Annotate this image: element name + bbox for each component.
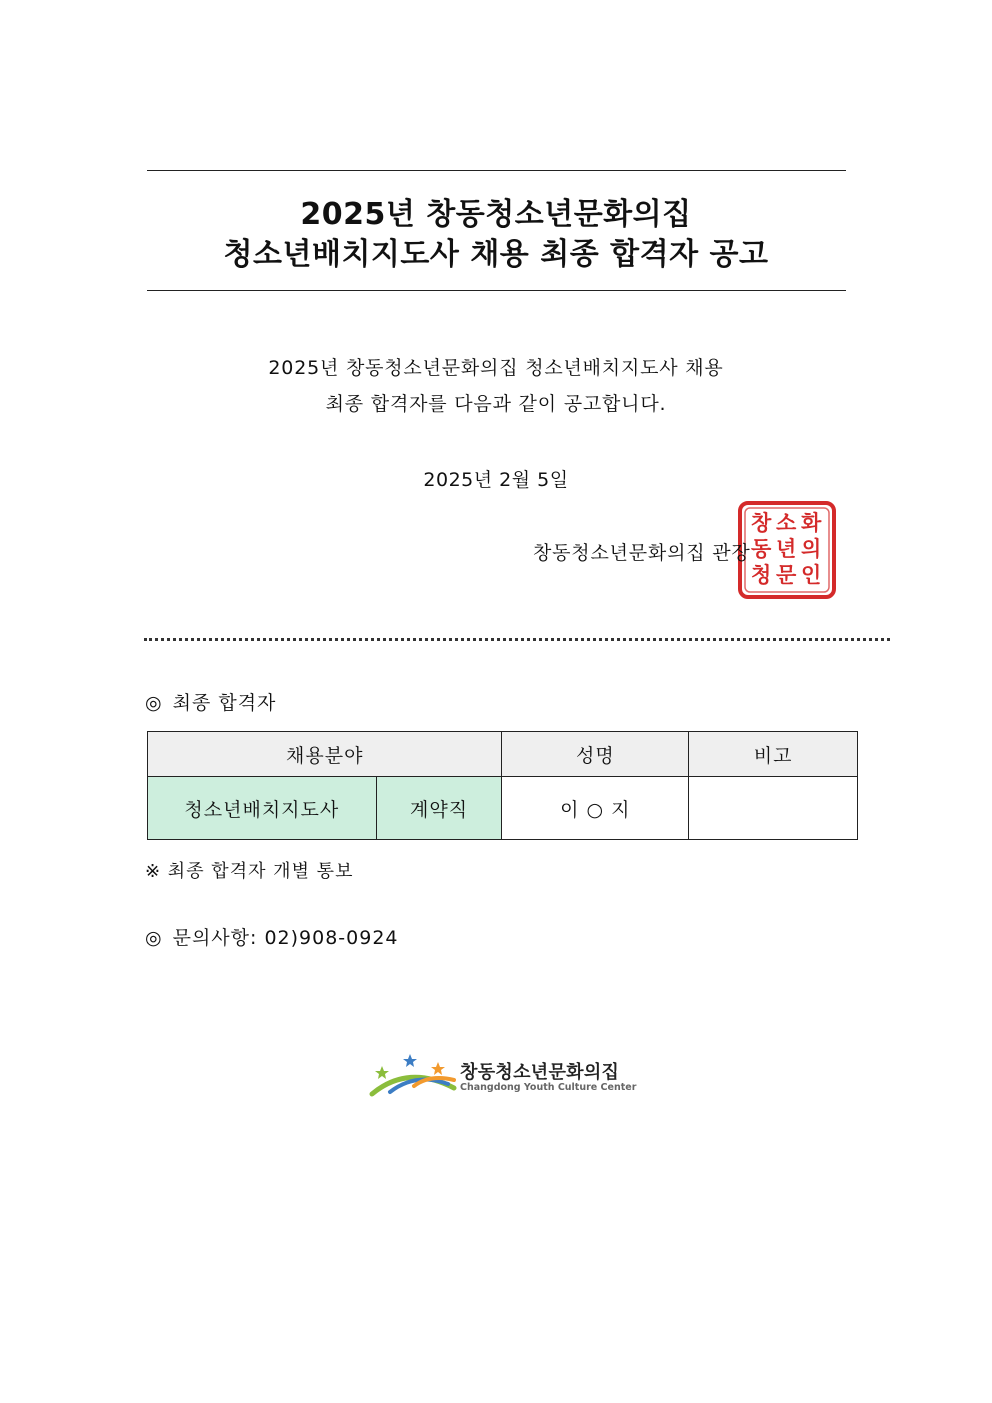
intro-line2: 최종 합격자를 다음과 같이 공고합니다.	[325, 393, 667, 415]
svg-text:년: 년	[776, 537, 797, 561]
cell-field: 청소년배치지도사	[148, 777, 377, 840]
intro-line1: 2025년 창동청소년문화의집 청소년배치지도사 채용	[268, 357, 724, 379]
svg-text:동: 동	[751, 537, 772, 561]
cell-name: 이 ○ 지	[502, 777, 689, 840]
table-row	[148, 777, 858, 840]
contact-text: 문의사항: 02)908-0924	[172, 927, 399, 949]
section-divider	[144, 638, 890, 641]
official-seal-stamp	[737, 500, 837, 600]
svg-text:화: 화	[801, 511, 822, 535]
svg-text:소: 소	[776, 511, 797, 535]
double-circle-bullet-icon: ◎	[145, 927, 163, 949]
svg-text:문: 문	[776, 563, 797, 587]
header-name: 성명	[502, 732, 689, 777]
table-header-row	[148, 732, 858, 777]
svg-text:창: 창	[751, 511, 772, 535]
page-title-line1: 2025년 창동청소년문화의집	[300, 197, 692, 232]
title-bottom-rule	[147, 290, 846, 291]
svg-text:인: 인	[801, 563, 822, 587]
svg-text:의: 의	[801, 537, 822, 561]
results-table	[147, 731, 858, 840]
results-heading-text: 최종 합격자	[172, 692, 277, 714]
announcement-date: 2025년 2월 5일	[423, 469, 569, 491]
svg-text:청: 청	[751, 563, 772, 587]
results-heading	[145, 688, 276, 715]
cell-remark	[689, 777, 858, 840]
cell-employment-type: 계약직	[376, 777, 502, 840]
contact-line	[145, 923, 399, 950]
page-title-line2: 청소년배치지도사 채용 최종 합격자 공고	[223, 237, 769, 272]
title-top-rule	[147, 170, 846, 171]
double-circle-bullet-icon: ◎	[145, 692, 163, 714]
logo-name-english: Changdong Youth Culture Center	[460, 1082, 637, 1093]
notification-note: ※ 최종 합격자 개별 통보	[145, 861, 354, 882]
organization-signature: 창동청소년문화의집 관장	[533, 542, 751, 564]
header-field: 채용분야	[148, 732, 502, 777]
header-remark: 비고	[689, 732, 858, 777]
logo-name-korean: 창동청소년문화의집	[460, 1062, 620, 1083]
